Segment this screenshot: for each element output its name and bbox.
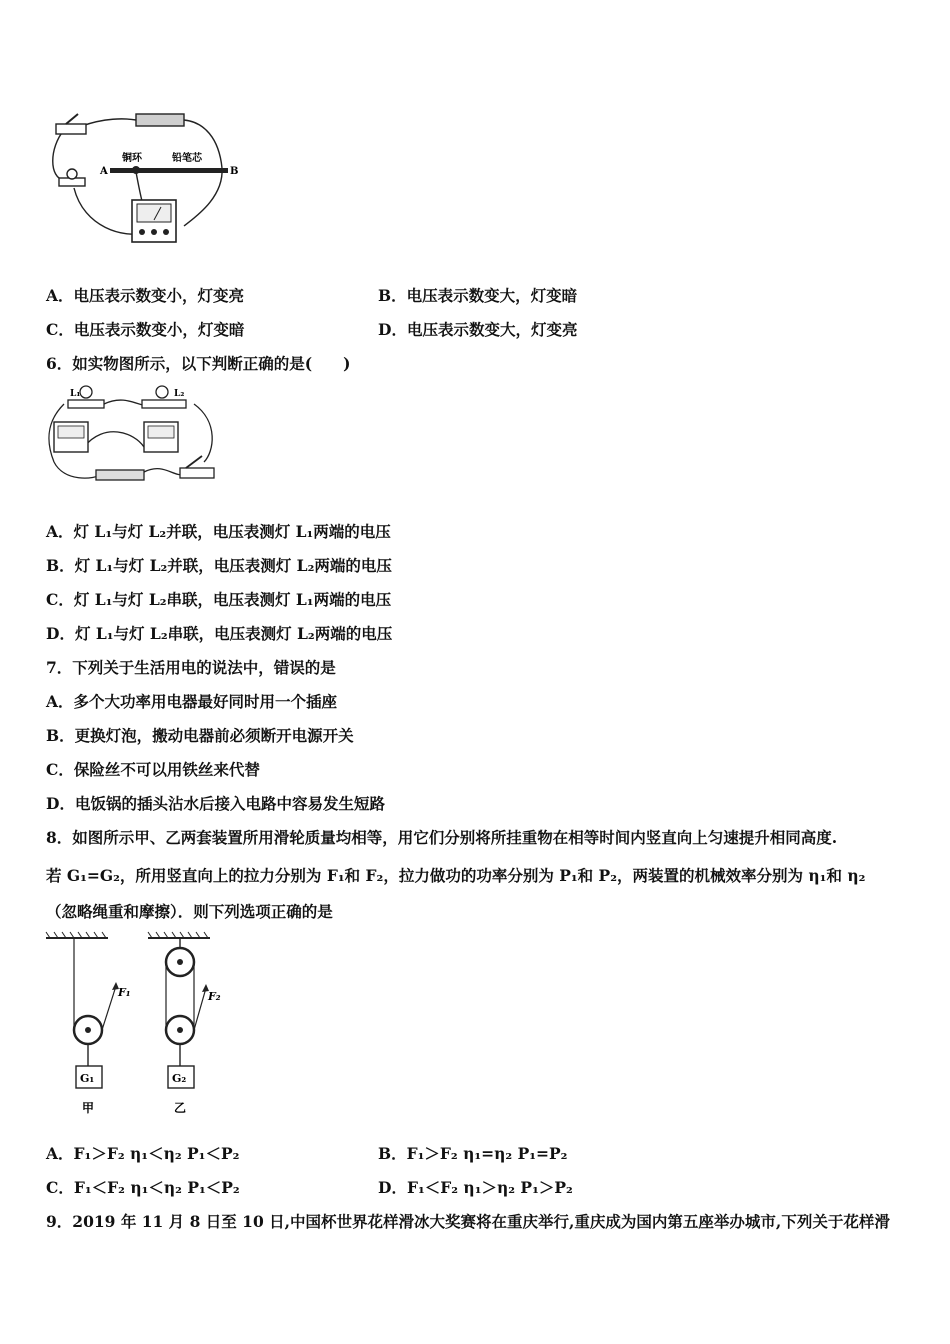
q6-option-a[interactable]: A．灯 L₁与灯 L₂并联，电压表测灯 L₁两端的电压: [46, 522, 391, 541]
q8-stem-line-3: （忽略绳重和摩擦）．则下列选项正确的是: [46, 902, 333, 921]
q7-option-c[interactable]: C．保险丝不可以用铁丝来代替: [46, 760, 260, 779]
pulley-figure-q8: [44, 930, 234, 1120]
lamp-l2-label: L₂: [174, 389, 185, 399]
circuit-figure-q6-drawing: [44, 382, 224, 492]
weight-g2-label: G₂: [172, 1072, 187, 1085]
q5-option-d[interactable]: D．电压表示数变大，灯变亮: [378, 320, 578, 339]
q7-option-b[interactable]: B．更换灯泡，搬动电器前必须断开电源开关: [46, 726, 354, 745]
circuit-figure-q5-drawing: [44, 108, 244, 258]
q5-option-c[interactable]: C．电压表示数变小，灯变暗: [46, 320, 245, 339]
point-b-label: B: [230, 166, 239, 177]
q7-stem: 7．下列关于生活用电的说法中，错误的是: [46, 658, 336, 677]
q8-option-d[interactable]: D．F₁＜F₂ η₁＞η₂ P₁＞P₂: [378, 1178, 573, 1197]
setup-yi-label: 乙: [174, 1101, 187, 1115]
point-a-label: A: [100, 166, 108, 177]
q8-option-b[interactable]: B．F₁＞F₂ η₁=η₂ P₁=P₂: [378, 1144, 568, 1163]
circuit-figure-q5: [44, 108, 244, 258]
q8-stem-line-2: 若 G₁=G₂，所用竖直向上的拉力分别为 F₁和 F₂，拉力做功的功率分别为 P₁和 P₂，两装置的机械效率分别为 η₁和 η₂: [46, 866, 866, 885]
q6-stem: 6．如实物图所示，以下判断正确的是( ): [46, 354, 351, 373]
force-f2-label: F₂: [208, 990, 221, 1003]
q5-option-a[interactable]: A．电压表示数变小，灯变亮: [46, 286, 245, 305]
q8-option-c[interactable]: C．F₁＜F₂ η₁＜η₂ P₁＜P₂: [46, 1178, 240, 1197]
q9-stem-line-1: 9．2019 年 11 月 8 日至 10 日,中国杯世界花样滑冰大奖赛将在重庆举行,重庆成为国内第五座举办城市,下列关于花样滑: [46, 1212, 890, 1231]
copper-ring-label: 铜环: [122, 153, 142, 164]
pulley-figure-q8-drawing: [44, 930, 234, 1120]
q6-option-b[interactable]: B．灯 L₁与灯 L₂并联，电压表测灯 L₂两端的电压: [46, 556, 392, 575]
setup-jia-label: 甲: [82, 1101, 95, 1115]
weight-g1-label: G₁: [80, 1072, 95, 1085]
q5-option-b[interactable]: B．电压表示数变大，灯变暗: [378, 286, 578, 305]
pencil-lead-label: 铅笔芯: [172, 153, 202, 164]
lamp-l1-label: L₁: [70, 389, 81, 399]
q8-option-a[interactable]: A．F₁＞F₂ η₁＜η₂ P₁＜P₂: [46, 1144, 240, 1163]
q6-option-d[interactable]: D．灯 L₁与灯 L₂串联，电压表测灯 L₂两端的电压: [46, 624, 393, 643]
force-f1-label: F₁: [118, 986, 131, 999]
q7-option-d[interactable]: D．电饭锅的插头沾水后接入电路中容易发生短路: [46, 794, 385, 813]
circuit-figure-q6: [44, 382, 224, 492]
q7-option-a[interactable]: A．多个大功率用电器最好同时用一个插座: [46, 692, 338, 711]
q6-option-c[interactable]: C．灯 L₁与灯 L₂串联，电压表测灯 L₁两端的电压: [46, 590, 392, 609]
q8-stem-line-1: 8．如图所示甲、乙两套装置所用滑轮质量均相等，用它们分别将所挂重物在相等时间内竖直向上匀速提升相同高度.: [46, 828, 838, 847]
